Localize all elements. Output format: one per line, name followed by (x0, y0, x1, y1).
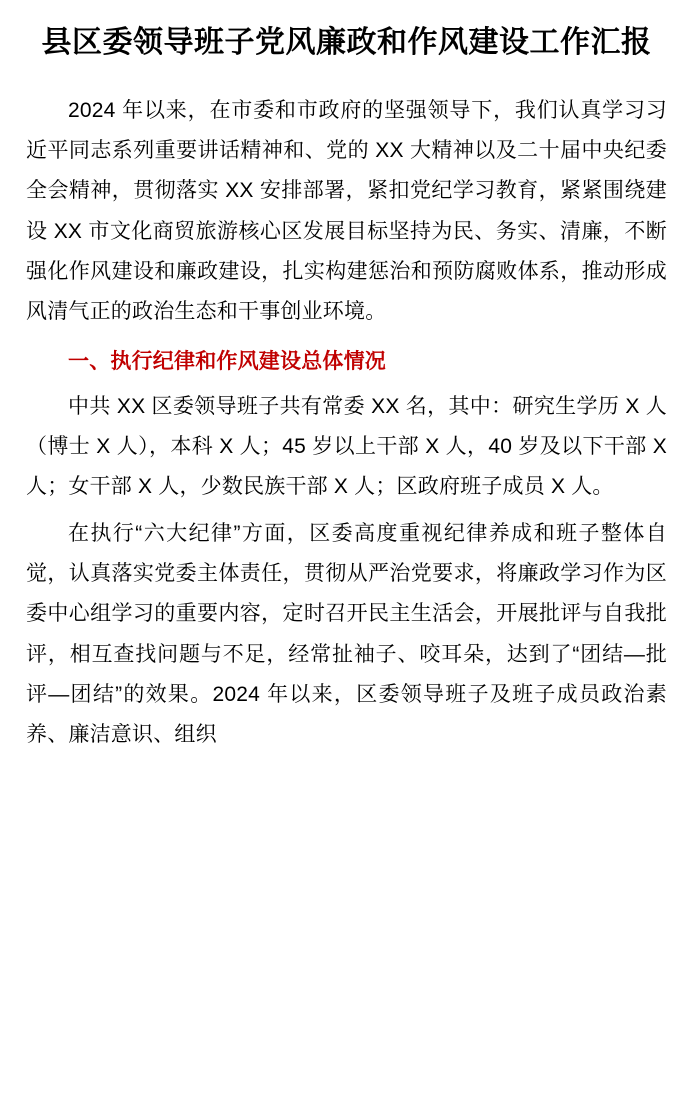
paragraph-intro: 2024 年以来，在市委和市政府的坚强领导下，我们认真学习习近平同志系列重要讲话精神和、党的 XX 大精神以及二十届中央纪委全会精神，贯彻落实 XX 安排部署，紧扣党纪学习教育，紧紧围绕建设 XX 市文化商贸旅游核心区发展目标坚持为民、务实、清廉，不断强化作风建设和廉政建设，扎实构建惩治和预防腐败体系，推动形成风清气正的政治生态和干事创业环境。 (26, 98, 667, 324)
section-heading-one: 一、执行纪律和作风建设总体情况 (68, 350, 386, 374)
paragraph-discipline-execution: 在执行“六大纪律”方面，区委高度重视纪律养成和班子整体自觉，认真落实党委主体责任，贯彻从严治党要求，将廉政学习作为区委中心组学习的重要内容，定时召开民主生活会，开展批评与自我批评，相互查找问题与不足，经常扯袖子、咬耳朵，达到了“团结—批评—团结”的效果。2024 年以来，区委领导班子及班子成员政治素养、廉洁意识、组织 (26, 521, 667, 747)
page-title: 县区委领导班子党风廉政和作风建设工作汇报 (41, 26, 652, 59)
paragraph-team-composition: 中共 XX 区委领导班子共有常委 XX 名，其中：研究生学历 X 人（博士 X 人），本科 X 人；45 岁以上干部 X 人，40 岁及以下干部 X 人；女干部 X 人，少数民族干部 X 人；区政府班子成员 X 人。 (26, 394, 667, 499)
